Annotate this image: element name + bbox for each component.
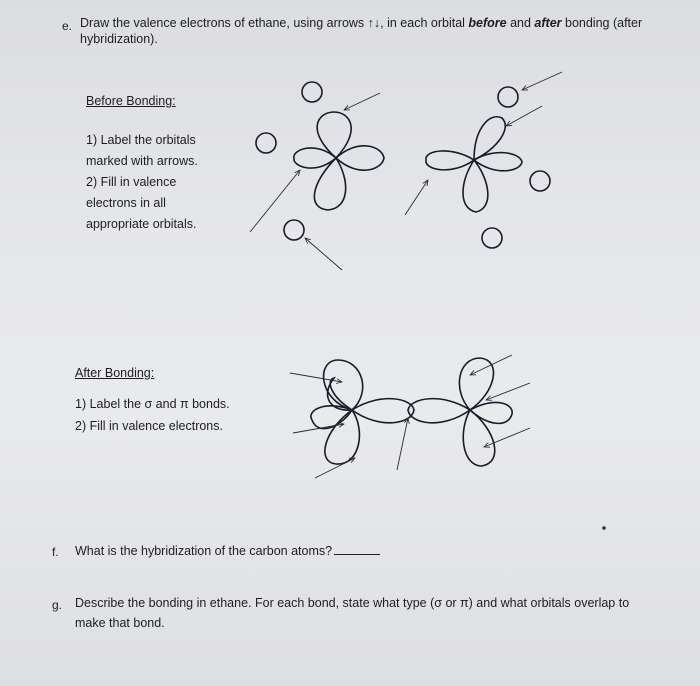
arrow-line xyxy=(315,458,355,478)
and-word: and xyxy=(506,16,535,30)
before-right-carbon-orbitals xyxy=(426,87,550,248)
arrow-line xyxy=(506,106,542,126)
question-f-label: f. xyxy=(52,545,59,559)
before-bonding-heading: Before Bonding: xyxy=(86,94,176,108)
sp3-lobe-mid-left xyxy=(311,406,352,429)
after-bonding-heading: After Bonding: xyxy=(75,366,155,380)
after-word: after xyxy=(534,16,562,30)
after-item2: 2) Fill in valence electrons. xyxy=(75,419,223,433)
before-item1-b: marked with arrows. xyxy=(86,154,198,168)
arrow-line xyxy=(293,424,344,433)
stray-dot xyxy=(602,526,606,530)
s-orbital-circle xyxy=(302,82,322,102)
before-item2-a: 2) Fill in valence xyxy=(86,175,177,189)
question-e-text-end: bonding (after xyxy=(561,16,643,30)
s-orbital-circle xyxy=(498,87,518,107)
after-item1: 1) Label the σ and π bonds. xyxy=(75,397,230,411)
question-g-line1: Describe the bonding in ethane. For each bond, state what type (σ or π) and what orbitals overlap to xyxy=(75,596,630,610)
p-lobe-down xyxy=(314,158,345,210)
arrow-line xyxy=(305,238,342,270)
sp3-lobe-lower-left xyxy=(325,410,360,464)
question-e-text: Draw the valence electrons of ethane, using arrows ↑↓, in each orbital xyxy=(80,16,469,30)
before-item2-c: appropriate orbitals. xyxy=(86,217,197,231)
after-bonding-orbitals xyxy=(311,358,512,466)
arrow-line xyxy=(397,418,408,470)
before-word: before xyxy=(468,16,507,30)
arrow-line xyxy=(486,383,530,400)
before-left-carbon-orbitals xyxy=(256,82,384,240)
p-lobe-down xyxy=(463,160,488,212)
s-orbital-circle xyxy=(530,171,550,191)
question-e-label: e. xyxy=(62,19,73,33)
sp3-lobe-lower-right xyxy=(463,410,495,466)
arrow-line xyxy=(522,72,562,90)
question-e-line2: hybridization). xyxy=(80,32,158,46)
s-orbital-circle xyxy=(482,228,502,248)
question-f-text: What is the hybridization of the carbon atoms? xyxy=(75,544,333,558)
question-g-label: g. xyxy=(52,598,63,612)
arrow-line xyxy=(344,93,380,110)
sigma-bond-lobe-right xyxy=(408,399,470,423)
question-g-line2: make that bond. xyxy=(75,616,165,630)
arrow-line xyxy=(250,170,300,232)
arrow-line xyxy=(405,180,428,215)
s-orbital-circle xyxy=(284,220,304,240)
s-orbital-circle xyxy=(256,133,276,153)
before-item2-b: electrons in all xyxy=(86,196,166,210)
arrow-line xyxy=(484,428,530,447)
sigma-bond-lobe-left xyxy=(352,399,414,423)
p-lobe-left xyxy=(426,151,474,170)
before-item1-a: 1) Label the orbitals xyxy=(86,133,196,147)
